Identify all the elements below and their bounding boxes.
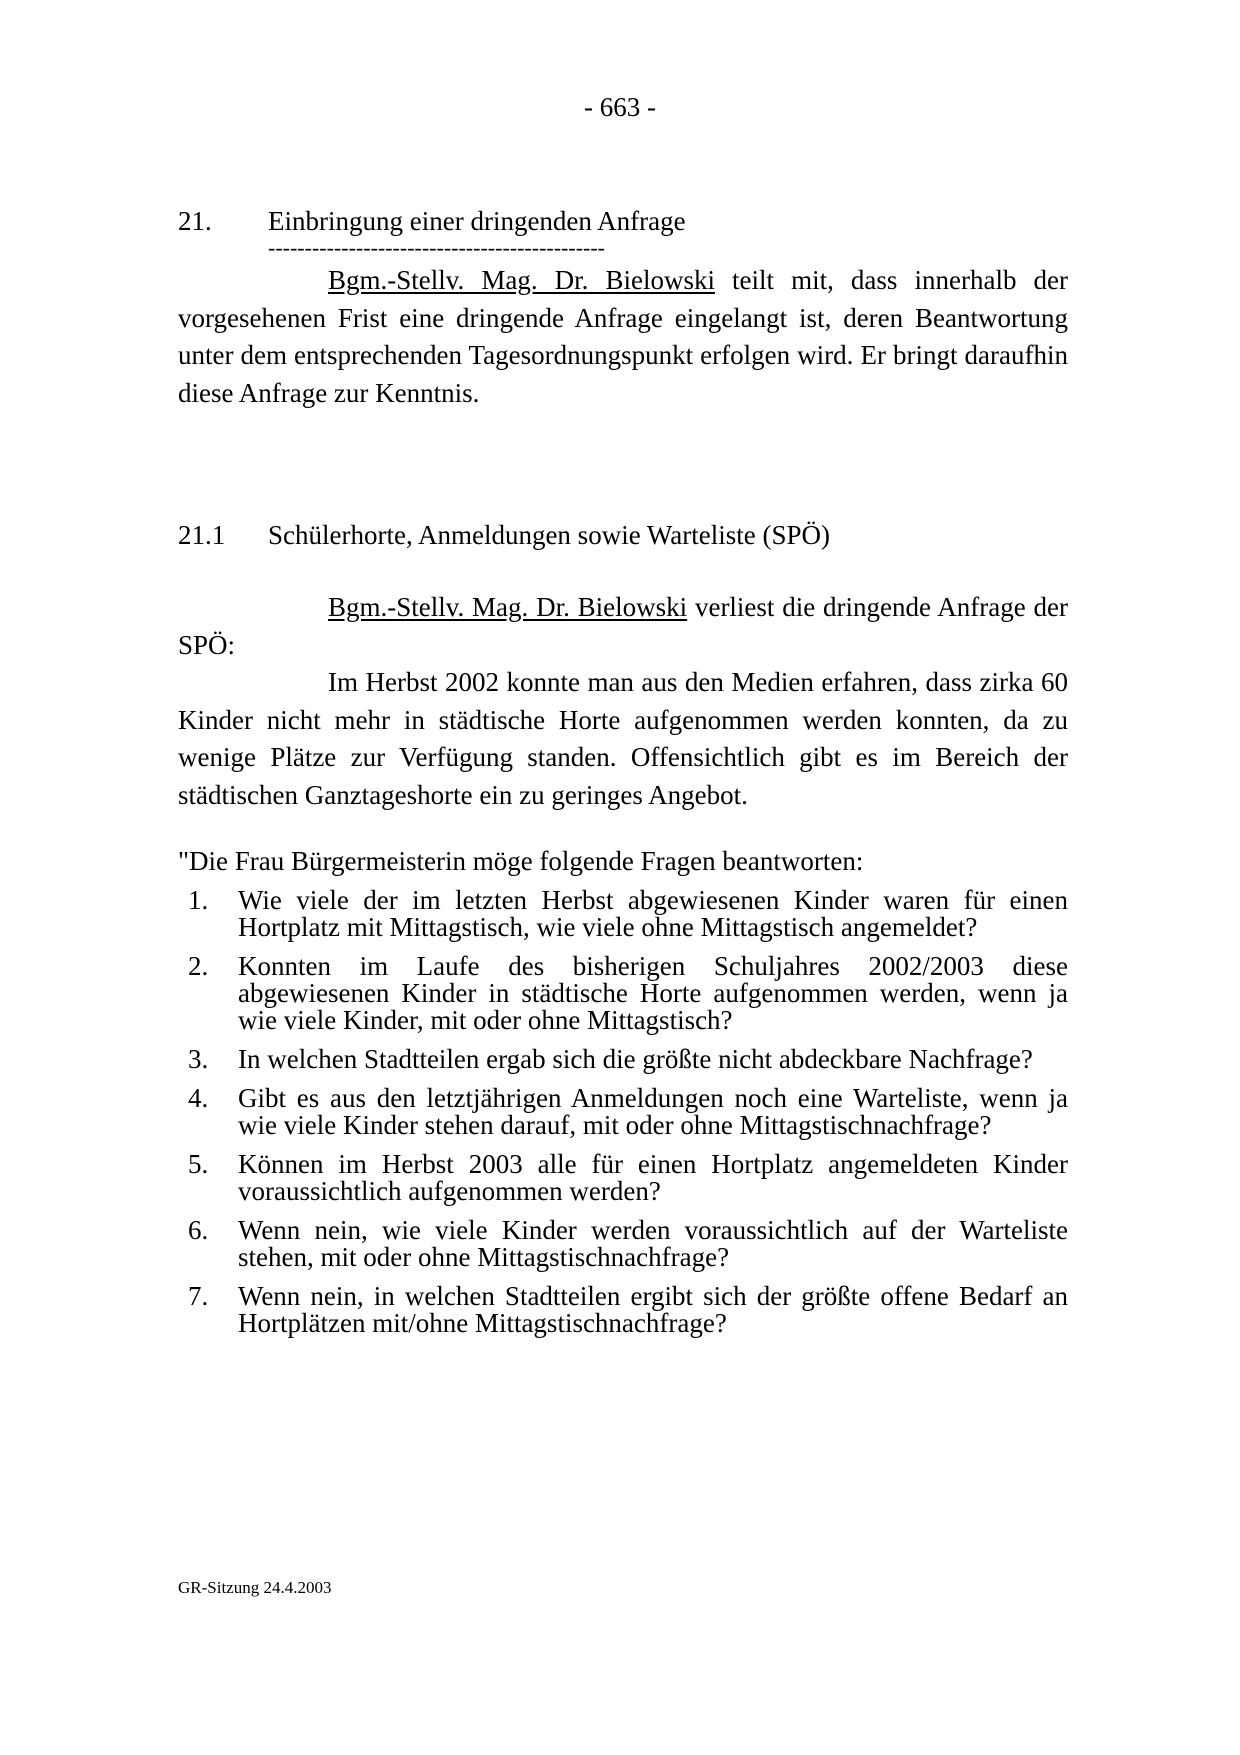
section-21-number: 21. (178, 206, 212, 236)
question-number: 5. (188, 1149, 209, 1179)
section-21-rule: ---------------------------------------------- (268, 238, 606, 258)
question-text: Gibt es aus den letztjährigen Anmeldungen noch eine Warteliste, wenn ja wie viele Kinder stehen darauf, mit oder ohne Mittagstischnachfrage? (238, 1083, 1068, 1140)
page-number: - 663 - (584, 92, 656, 122)
list-item (178, 1085, 1068, 1139)
section-21-paragraph (178, 262, 1068, 412)
question-text: Wie viele der im letzten Herbst abgewiesenen Kinder waren für einen Hortplatz mit Mittagstisch, wie viele ohne Mittagstisch angemeldet? (238, 885, 1068, 942)
list-item (178, 1046, 1068, 1073)
list-item (178, 1283, 1068, 1337)
question-text: Wenn nein, wie viele Kinder werden voraussichtlich auf der Warteliste stehen, mit oder ohne Mittagstischnachfrage? (238, 1215, 1068, 1272)
footer: GR-Sitzung 24.4.2003 (178, 1578, 332, 1597)
section-21-1-heading (178, 518, 1068, 552)
section-21-1-body (178, 664, 1068, 814)
question-number: 7. (188, 1281, 209, 1311)
question-text: Können im Herbst 2003 alle für einen Hortplatz angemeldeten Kinder voraussichtlich aufgenommen werden? (238, 1149, 1068, 1206)
list-item (178, 953, 1068, 1034)
list-item (178, 1151, 1068, 1205)
list-item (178, 887, 1068, 941)
quote-intro: "Die Frau Bürgermeisterin möge folgende Fragen beantworten: (178, 846, 864, 876)
section-21-1-title: Schülerhorte, Anmeldungen sowie Warteliste (SPÖ) (268, 520, 830, 550)
questions-list (178, 887, 1068, 1349)
speaker-name: Bgm.-Stellv. Mag. Dr. Bielowski (328, 592, 688, 622)
section-21-1-intro (178, 589, 1068, 664)
section-21-1-intro-text: verliest die dringende Anfrage der SPÖ: (178, 592, 1069, 660)
speaker-name: Bgm.-Stellv. Mag. Dr. Bielowski (328, 265, 715, 295)
question-number: 1. (188, 885, 209, 915)
question-text: Konnten im Laufe des bisherigen Schuljahres 2002/2003 diese abgewiesenen Kinder in städtische Horte aufgenommen werden, wenn ja wie viele Kinder, mit oder ohne Mittagstisch? (238, 951, 1068, 1035)
question-number: 3. (188, 1044, 209, 1074)
question-text: Wenn nein, in welchen Stadtteilen ergibt sich der größte offene Bedarf an Hortplätzen mit/ohne Mittagstischnachfrage? (238, 1281, 1068, 1338)
question-number: 4. (188, 1083, 209, 1113)
section-21-heading (178, 204, 1068, 238)
question-text: In welchen Stadtteilen ergab sich die größte nicht abdeckbare Nachfrage? (238, 1044, 1033, 1074)
section-21-title: Einbringung einer dringenden Anfrage (268, 206, 686, 236)
section-21-1-number: 21.1 (178, 520, 226, 550)
list-item (178, 1217, 1068, 1271)
section-21-text: teilt mit, dass innerhalb der vorgesehenen Frist eine dringende Anfrage eingelangt ist, deren Beantwortung unter dem entsprechenden Tagesordnungspunkt erfolgen wird. Er bringt daraufhin diese Anfrage zur Kenntnis. (178, 265, 1068, 408)
question-number: 2. (188, 951, 209, 981)
section-21-1-body-text: Im Herbst 2002 konnte man aus den Medien erfahren, dass zirka 60 Kinder nicht mehr in städtische Horte aufgenommen werden konnten, da zu wenige Plätze zur Verfügung standen. Offensichtlich gibt es im Bereich der städtischen Ganztageshorte ein zu geringes Angebot. (178, 667, 1068, 810)
question-number: 6. (188, 1215, 209, 1245)
